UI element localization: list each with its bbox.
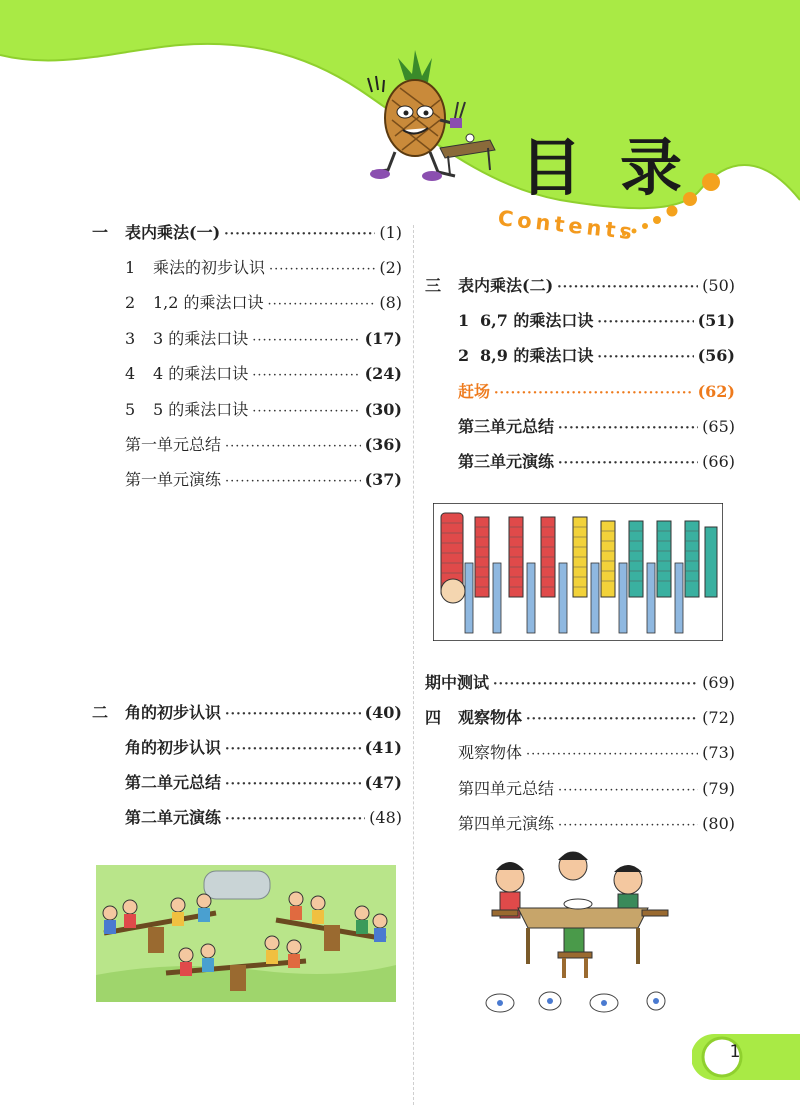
- toc-page-number: (8): [379, 293, 402, 312]
- toc-item-title: 6,7 的乘法口诀: [480, 311, 594, 330]
- toc-item[interactable]: [125, 291, 402, 315]
- toc-unit-number: 一: [92, 223, 109, 242]
- toc-item[interactable]: [125, 327, 402, 351]
- toc-item[interactable]: [458, 415, 735, 439]
- toc-page-number: (69): [702, 673, 735, 692]
- toc-item-title: 角的初步认识: [125, 738, 222, 757]
- toc-item-title: 第四单元总结: [458, 779, 555, 798]
- toc-leader-dots: [558, 779, 698, 803]
- toc-leader-dots: [225, 773, 361, 797]
- toc-unit-heading[interactable]: [92, 701, 402, 725]
- toc-item-number: 4: [125, 364, 136, 383]
- toc-item[interactable]: [125, 256, 402, 280]
- toc-item[interactable]: [458, 450, 735, 474]
- toc-page-number: (65): [702, 417, 735, 436]
- toc-leader-dots: [494, 382, 694, 406]
- toc-leader-dots: [224, 223, 375, 247]
- toc-leader-dots: [526, 743, 698, 767]
- toc-page-number: (47): [364, 773, 402, 792]
- toc-item-title: 第三单元演练: [458, 452, 555, 471]
- toc-item-title: 1,2 的乘法口诀: [153, 293, 264, 312]
- toc-leader-dots: [225, 703, 361, 727]
- toc-item-title: 第一单元总结: [125, 435, 222, 454]
- toc-item[interactable]: [125, 806, 402, 830]
- toc-leader-dots: [252, 329, 360, 353]
- toc-item[interactable]: [458, 309, 735, 333]
- toc-page-number: (37): [364, 470, 402, 489]
- toc-leader-dots: [269, 258, 375, 282]
- toc-item-title: 3 的乘法口诀: [153, 329, 249, 348]
- toc-item-title: 第一单元演练: [125, 470, 222, 489]
- toc-item-number: 3: [125, 329, 136, 348]
- toc-leader-dots: [597, 311, 693, 335]
- toc-page-number: (1): [379, 223, 402, 242]
- toc-item[interactable]: [458, 741, 735, 765]
- toc-leader-dots: [558, 814, 698, 838]
- toc-unit-title: 观察物体: [458, 708, 523, 727]
- toc-unit-number: 二: [92, 703, 109, 722]
- toc-page-number: (50): [702, 276, 735, 295]
- toc-item-number: 1: [125, 258, 136, 277]
- toc-item-title: 期中测试: [425, 673, 490, 692]
- page-subtitle: Contents: [496, 206, 638, 245]
- toc-page-number: (51): [697, 311, 735, 330]
- toc-item-title: 第三单元总结: [458, 417, 555, 436]
- toc-page-number: (79): [702, 779, 735, 798]
- toc-page-number: (36): [364, 435, 402, 454]
- toc-item[interactable]: [125, 433, 402, 457]
- toc-item[interactable]: [125, 771, 402, 795]
- toc-page-number: (56): [697, 346, 735, 365]
- toc-unit-title: 表内乘法(一): [125, 223, 221, 242]
- page-number: 1: [729, 1042, 741, 1062]
- toc-page-number: (17): [364, 329, 402, 348]
- toc-page-number: (73): [702, 743, 735, 762]
- toc-leader-dots: [597, 346, 693, 370]
- toc-item[interactable]: [125, 362, 402, 386]
- toc-leader-dots: [268, 293, 376, 317]
- toc-page-number: (48): [369, 808, 402, 827]
- toc-item-title: 5 的乘法口诀: [153, 400, 249, 419]
- toc-item-title: 乘法的初步认识: [153, 258, 266, 277]
- toc-item-title: 8,9 的乘法口诀: [480, 346, 594, 365]
- toc-unit-number: 四: [425, 708, 442, 727]
- toc-item[interactable]: [125, 468, 402, 492]
- toc-item-title: 4 的乘法口诀: [153, 364, 249, 383]
- toc-page-number: (2): [379, 258, 402, 277]
- toc-page-number: (80): [702, 814, 735, 833]
- toc-page-number: (66): [702, 452, 735, 471]
- toc-unit-heading[interactable]: [425, 274, 735, 298]
- toc-leader-dots: [252, 400, 360, 424]
- toc-item[interactable]: [458, 344, 735, 368]
- toc-page-number: (40): [364, 703, 402, 722]
- toc-page-number: (30): [364, 400, 402, 419]
- toc-item[interactable]: [125, 736, 402, 760]
- toc-leader-dots: [558, 417, 698, 441]
- toc-item-title: 第二单元演练: [125, 808, 222, 827]
- toc-item-number: 2: [458, 346, 470, 365]
- page-title: 目录: [520, 131, 721, 204]
- toc-unit-title: 角的初步认识: [125, 703, 222, 722]
- toc-unit-number: 三: [425, 276, 442, 295]
- toc-item-number: 2: [125, 293, 136, 312]
- toc-page-number: (41): [364, 738, 402, 757]
- toc-unit-heading[interactable]: [425, 706, 735, 730]
- children-at-table-illustration: [478, 848, 688, 1018]
- toc-item-number: 5: [125, 400, 136, 419]
- column-divider: [413, 225, 414, 1105]
- toc-leader-dots: [225, 808, 365, 832]
- toc-page-number: (24): [364, 364, 402, 383]
- toc-item-title: 第二单元总结: [125, 773, 222, 792]
- toc-leader-dots: [225, 738, 361, 762]
- toc-item-title: 观察物体: [458, 743, 523, 762]
- toc-unit-title: 表内乘法(二): [458, 276, 554, 295]
- toc-item-title: 第四单元演练: [458, 814, 555, 833]
- toc-leader-dots: [252, 364, 360, 388]
- stacked-plates-illustration: [433, 503, 723, 641]
- toc-leader-dots: [225, 470, 361, 494]
- toc-leader-dots: [526, 708, 698, 732]
- toc-item[interactable]: [458, 812, 735, 836]
- toc-leader-dots: [557, 276, 698, 300]
- toc-leader-dots: [493, 673, 698, 697]
- toc-page-number: (62): [697, 382, 735, 401]
- toc-leader-dots: [558, 452, 698, 476]
- toc-item-highlight[interactable]: [458, 380, 735, 404]
- toc-leader-dots: [225, 435, 361, 459]
- toc-unit-heading[interactable]: [92, 221, 402, 245]
- seesaw-children-illustration: [96, 865, 396, 1002]
- toc-item-title: 赶场: [458, 382, 491, 401]
- toc-item[interactable]: [125, 398, 402, 422]
- toc-midterm[interactable]: [425, 671, 735, 695]
- toc-item[interactable]: [458, 777, 735, 801]
- toc-page-number: (72): [702, 708, 735, 727]
- toc-item-number: 1: [458, 311, 470, 330]
